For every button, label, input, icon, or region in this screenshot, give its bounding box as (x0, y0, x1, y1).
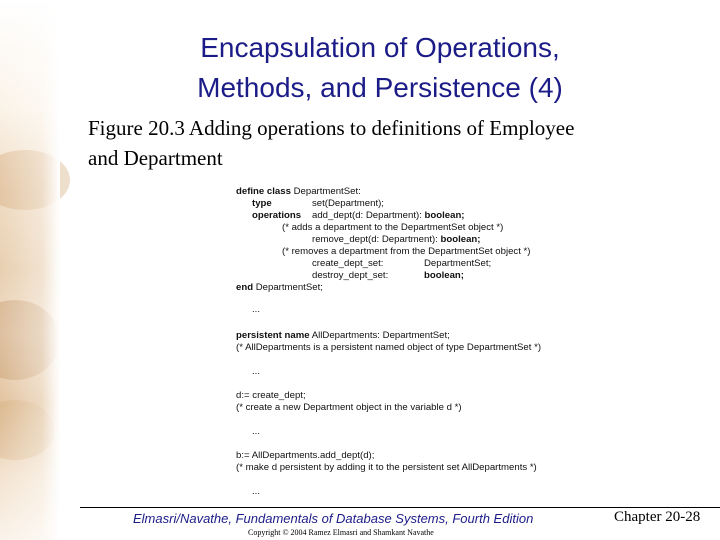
code-line-remove-dept: remove_dept(d: Department): boolean; (312, 234, 481, 245)
title-line-1: Encapsulation of Operations, (200, 32, 560, 63)
code-line-destroy-set-type: boolean; (424, 270, 464, 281)
code-line-type-kw: type (252, 198, 272, 209)
code-comment-add: (* adds a department to the DepartmentSet object *) (282, 222, 504, 233)
figure-caption (88, 113, 708, 173)
code-comment-remove: (* removes a department from the DepartmentSet object *) (282, 246, 531, 257)
code-ellipsis-4: ... (252, 486, 260, 497)
code-line-destroy-set: destroy_dept_set: (312, 270, 389, 281)
code-line-add-all: b:= AllDepartments.add_dept(d); (236, 450, 375, 461)
code-line-create-dept: d:= create_dept; (236, 390, 306, 401)
code-line-type-val: set(Department); (312, 198, 384, 209)
caption-line-1: Figure 20.3 Adding operations to definitions of Employee (88, 116, 575, 140)
code-comment-persistent: (* AllDepartments is a persistent named object of type DepartmentSet *) (236, 342, 542, 353)
code-ellipsis-1: ... (252, 304, 260, 315)
code-line-create-set: create_dept_set: (312, 258, 384, 269)
code-ellipsis-3: ... (252, 426, 260, 437)
code-comment-make-persistent: (* make d persistent by adding it to the persistent set AllDepartments *) (236, 462, 537, 473)
caption-line-2: and Department (88, 146, 223, 170)
code-line-define: define class DepartmentSet: (236, 186, 361, 197)
footer-book-title: Elmasri/Navathe, Fundamentals of Database Systems, Fourth Edition (133, 511, 534, 526)
footer-copyright: Copyright © 2004 Ramez Elmasri and Shamkant Navathe (248, 528, 434, 537)
code-ellipsis-2: ... (252, 366, 260, 377)
code-line-add-dept: add_dept(d: Department): boolean; (312, 210, 465, 221)
slide-title (110, 28, 650, 108)
code-line-operations-kw: operations (252, 210, 302, 221)
footer-chapter-number: Chapter 20-28 (614, 509, 701, 525)
title-line-2: Methods, and Persistence (4) (197, 72, 563, 103)
code-line-end: end DepartmentSet; (236, 282, 323, 293)
code-line-create-set-type: DepartmentSet; (424, 258, 492, 269)
footer-divider (80, 507, 720, 508)
sand-dune-background (0, 0, 60, 540)
code-line-persistent: persistent name AllDepartments: DepartmentSet; (236, 330, 450, 341)
code-comment-create: (* create a new Department object in the variable d *) (236, 402, 462, 413)
